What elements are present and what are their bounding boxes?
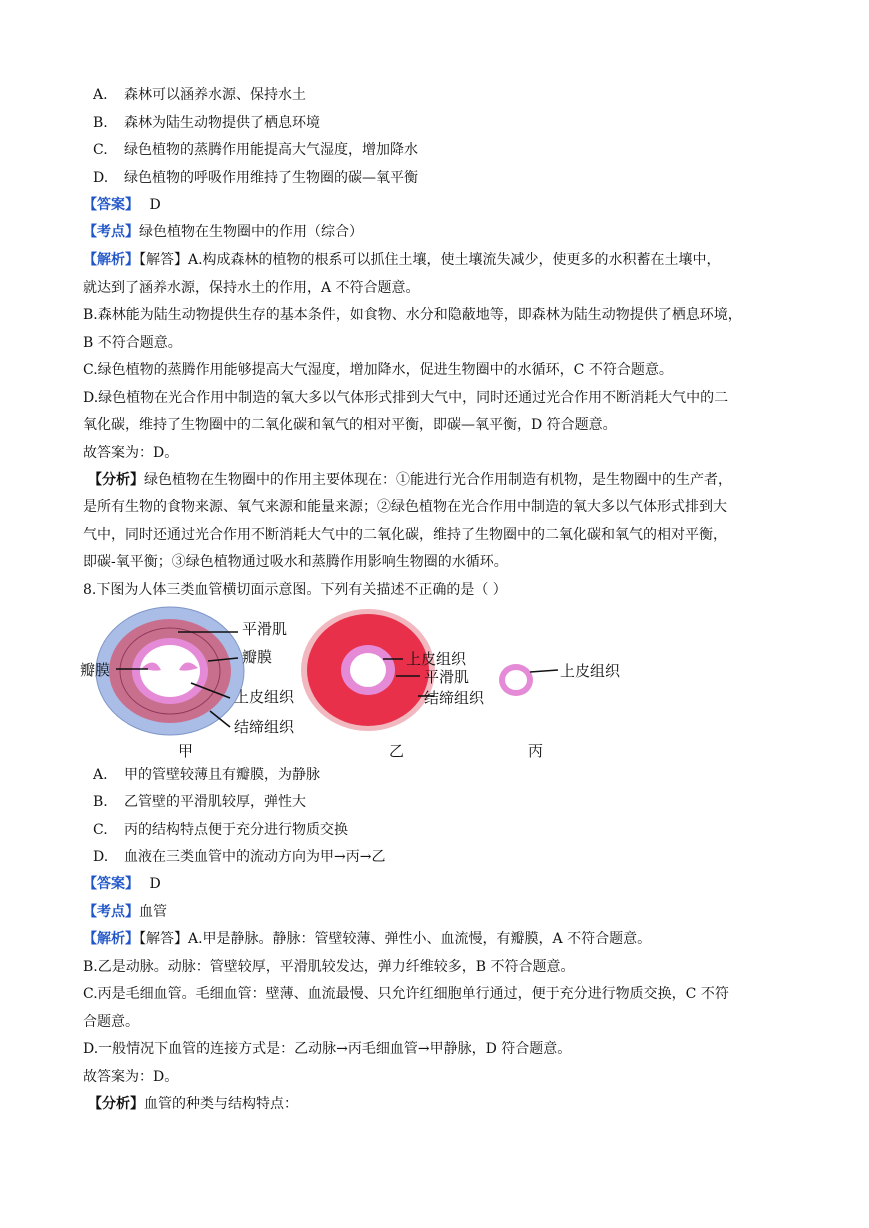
option-text: 绿色植物的呼吸作用维持了生物圈的碳—氧平衡 [124, 170, 418, 186]
point-value: 血管 [139, 904, 167, 920]
q7-point [83, 222, 363, 242]
answer-tag: 【答案】 [83, 876, 139, 892]
q8-analysis-line: 故答案为：D。 [83, 1069, 179, 1085]
vein-smooth-muscle-label: 平滑肌 [242, 620, 288, 638]
summary-text: 绿色植物在生物圈中的作用主要体现在：①能进行光合作用制造有机物，是生物圈中的生产者， [144, 472, 732, 488]
q7-summary-line [88, 470, 732, 490]
capillary-cross-section [499, 664, 533, 696]
capillary-epithelium-label: 上皮组织 [560, 662, 621, 680]
blood-vessel-diagram [78, 606, 638, 762]
analysis-tag: 【解析】 [83, 252, 139, 268]
option-text: 丙的结构特点便于充分进行物质交换 [124, 822, 348, 838]
solution-tag: 【解答】 [139, 252, 188, 268]
option-text: 森林为陆生动物提供了栖息环境 [124, 115, 320, 131]
option-text: 甲的管壁较薄且有瓣膜，为静脉 [124, 767, 320, 783]
answer-tag: 【答案】 [83, 197, 139, 213]
point-value: 绿色植物在生物圈中的作用（综合） [139, 224, 363, 240]
q7-analysis-line: 故答案为：D。 [83, 445, 179, 461]
option-text: 森林可以涵养水源、保持水土 [124, 87, 306, 103]
option-text: 绿色植物的蒸腾作用能提高大气湿度，增加降水 [124, 142, 418, 158]
caption-bing: 丙 [528, 742, 544, 760]
vein-cross-section [96, 607, 244, 735]
capillary-lumen [505, 670, 527, 690]
q8-analysis-line: B.乙是动脉。动脉：管壁较厚，平滑肌较发达，弹力纤维较多，B 不符合题意。 [83, 959, 575, 975]
caption-jia: 甲 [178, 742, 194, 760]
summary-tag: 【分析】 [88, 472, 144, 488]
vein-connective-label: 结缔组织 [234, 718, 295, 736]
artery-epithelium-label: 上皮组织 [406, 650, 467, 668]
option-letter: D. [93, 170, 109, 186]
vein-valve-left-label: 瓣膜 [80, 661, 111, 679]
option-letter: A. [93, 87, 108, 103]
point-tag: 【考点】 [83, 904, 139, 920]
caption-yi: 乙 [389, 742, 405, 760]
q8-analysis-line: D.一般情况下血管的连接方式是：乙动脉→丙毛细血管→甲静脉，D 符合题意。 [83, 1041, 572, 1057]
option-letter: C. [93, 142, 108, 158]
option-letter: C. [93, 822, 108, 838]
summary-text: 血管的种类与结构特点： [144, 1096, 298, 1112]
analysis-text: A.甲是静脉。静脉：管壁较薄、弹性小、血流慢，有瓣膜，A 不符合题意。 [188, 931, 652, 947]
option-letter: B. [93, 115, 108, 131]
option-letter: D. [93, 849, 109, 865]
q7-analysis-line: B.森林能为陆生动物提供生存的基本条件，如食物、水分和隐蔽地等，即森林为陆生动物提供了栖息环境， [83, 307, 742, 323]
option-text: 乙管壁的平滑肌较厚，弹性大 [124, 794, 306, 810]
q7-analysis-line: B 不符合题意。 [83, 335, 182, 351]
vein-epithelium-label: 上皮组织 [234, 688, 295, 706]
q7-summary-line: 是所有生物的食物来源、氧气来源和能量来源；②绿色植物在光合作用中制造的氧大多以气体形式排到大 [83, 499, 727, 515]
artery-cross-section [301, 609, 435, 731]
artery-connective-label: 结缔组织 [424, 689, 485, 707]
q7-summary-line: 气中，同时还通过光合作用不断消耗大气中的二氧化碳，维持了生物圈中的二氧化碳和氧气的相对平衡， [83, 527, 727, 543]
q7-analysis-line: 就达到了涵养水源，保持水土的作用，A 不符合题意。 [83, 280, 420, 296]
analysis-text: A.构成森林的植物的根系可以抓住土壤，使土壤流失减少，使更多的水积蓄在土壤中， [188, 252, 721, 268]
point-tag: 【考点】 [83, 224, 139, 240]
q8-analysis-line: 合题意。 [83, 1014, 139, 1030]
q8-analysis-line [83, 929, 651, 949]
answer-value: D [149, 876, 161, 892]
summary-tag: 【分析】 [88, 1096, 144, 1112]
artery-lumen [350, 653, 386, 687]
vein-valve-right-label: 瓣膜 [242, 648, 273, 666]
q8-stem: 8.下图为人体三类血管横切面示意图。下列有关描述不正确的是（ ） [83, 582, 507, 598]
q7-analysis-line: D.绿色植物在光合作用中制造的氧大多以气体形式排到大气中，同时还通过光合作用不断消耗大气中的二 [83, 390, 729, 406]
option-text: 血液在三类血管中的流动方向为甲→丙→乙 [124, 849, 386, 865]
analysis-tag: 【解析】 [83, 931, 139, 947]
q8-answer [83, 874, 161, 894]
q8-summary-line [88, 1094, 298, 1114]
option-letter: B. [93, 794, 108, 810]
q8-analysis-line: C.丙是毛细血管。毛细血管：壁薄、血流最慢、只允许红细胞单行通过，便于充分进行物质交换，C 不符 [83, 986, 729, 1002]
vein-lumen [140, 645, 200, 697]
q7-analysis-line: C.绿色植物的蒸腾作用能够提高大气湿度，增加降水，促进生物圈中的水循环，C 不符合题意。 [83, 362, 673, 378]
q7-answer [83, 195, 161, 215]
q7-analysis-line: 氧化碳，维持了生物圈中的二氧化碳和氧气的相对平衡，即碳—氧平衡，D 符合题意。 [83, 417, 617, 433]
solution-tag: 【解答】 [139, 931, 188, 947]
artery-smooth-muscle-label: 平滑肌 [424, 668, 470, 686]
answer-value: D [149, 197, 161, 213]
q7-analysis-line [83, 250, 721, 270]
q7-summary-line: 即碳-氧平衡；③绿色植物通过吸水和蒸腾作用影响生物圈的水循环。 [83, 554, 508, 570]
q8-point [83, 902, 167, 922]
option-letter: A. [93, 767, 108, 783]
